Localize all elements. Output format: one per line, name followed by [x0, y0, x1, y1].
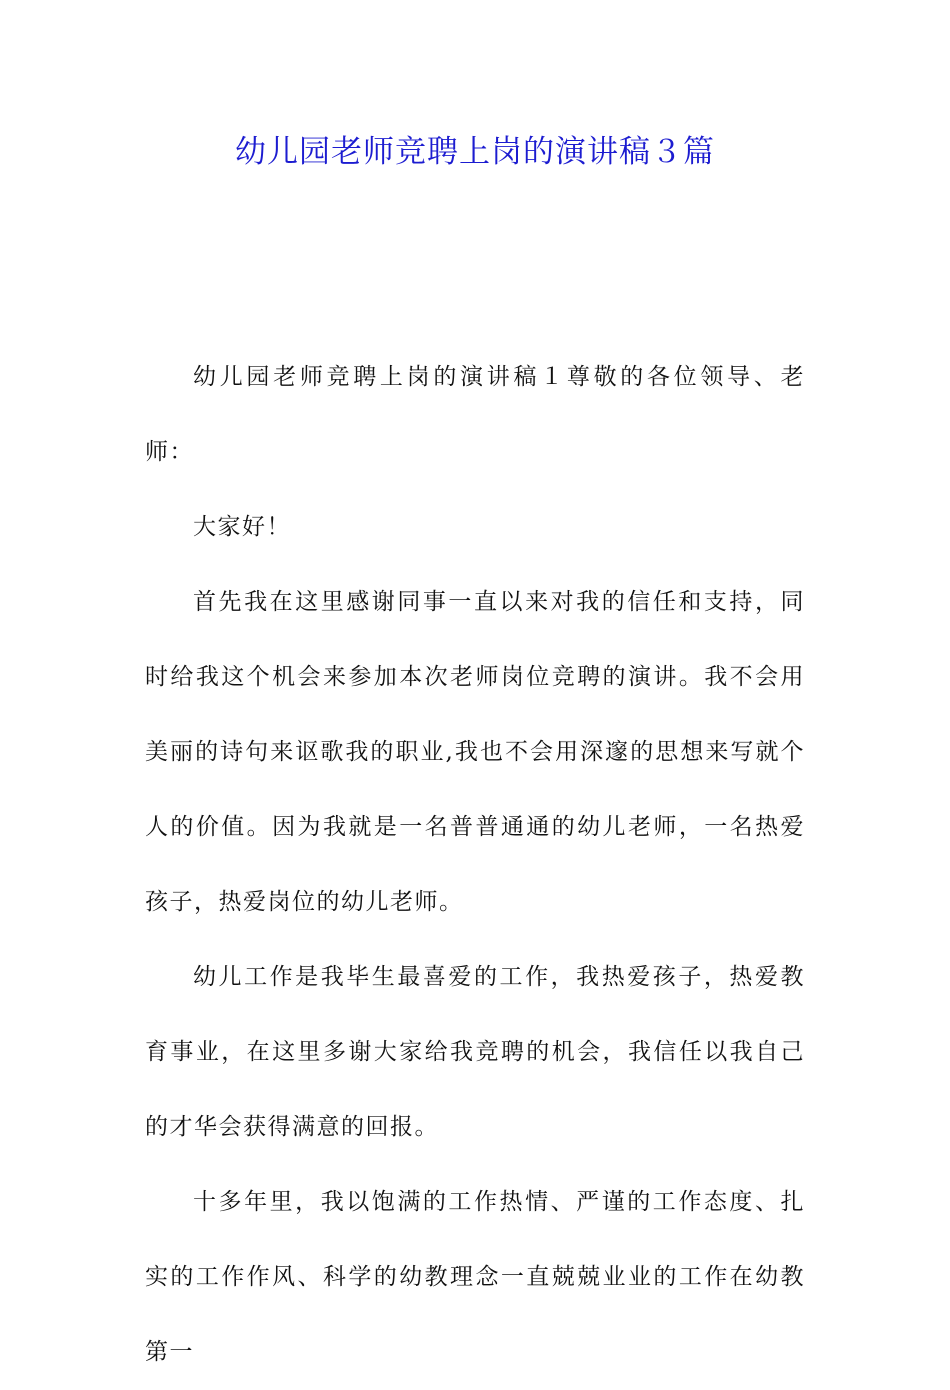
paragraph-greeting: 幼儿园老师竞聘上岗的演讲稿１尊敬的各位领导、老师：	[145, 364, 805, 465]
paragraph-experience: 十多年里，我以饱满的工作热情、严谨的工作态度、扎实的工作作风、科学的幼教理念一直兢兢业业的工作在幼教第一	[145, 1189, 805, 1365]
document-body	[145, 340, 805, 1390]
paragraph-passion: 幼儿工作是我毕生最喜爱的工作，我热爱孩子，热爱教育事业，在这里多谢大家给我竞聘的机会，我信任以我自己的才华会获得满意的回报。	[145, 964, 805, 1140]
document-title: 幼儿园老师竞聘上岗的演讲稿３篇	[235, 134, 715, 170]
paragraph-thanks: 首先我在这里感谢同事一直以来对我的信任和支持，同时给我这个机会来参加本次老师岗位竞聘的演讲。我不会用美丽的诗句来讴歌我的职业,我也不会用深邃的思想来写就个人的价值。因为我就是一名普普通通的幼儿老师，一名热爱孩子，热爱岗位的幼儿老师。	[145, 589, 805, 915]
paragraph-hello: 大家好！	[193, 514, 291, 540]
